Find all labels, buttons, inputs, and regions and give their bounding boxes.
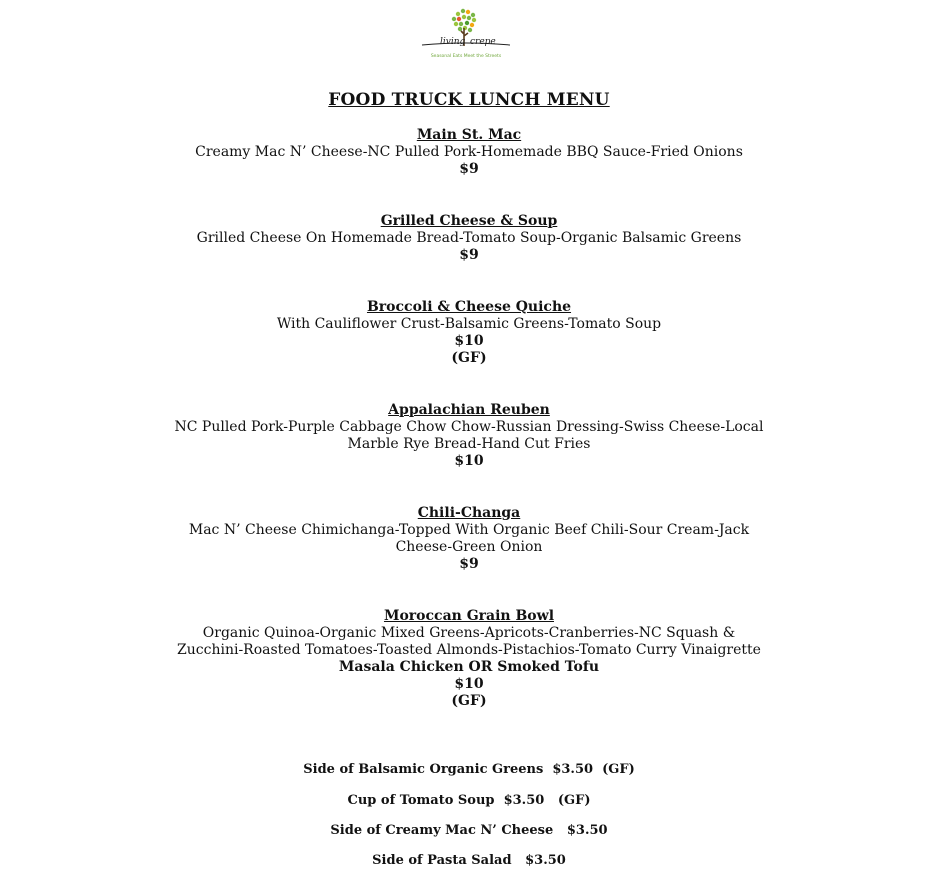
item-price: $10 (454, 333, 484, 349)
svg-text:crepe: crepe (470, 37, 496, 47)
svg-text:living: living (440, 37, 466, 47)
menu-title: FOOD TRUCK LUNCH MENU (328, 90, 610, 110)
item-description: Creamy Mac N’ Cheese-NC Pulled Pork-Homemade BBQ Sauce-Fried Onions (195, 144, 743, 160)
menu-item (0, 213, 938, 264)
item-option: Masala Chicken OR Smoked Tofu (338, 659, 600, 675)
side-item: Side of Creamy Mac N’ Cheese $3.50 (330, 823, 608, 838)
side-item: Side of Balsamic Organic Greens $3.50 (GF) (303, 762, 635, 777)
item-description: Organic Quinoa-Organic Mixed Greens-Apricots-Cranberries-NC Squash & (202, 625, 736, 641)
menu-item (0, 299, 938, 367)
logo-tagline: Seasonal Eats Meet the Streets (430, 54, 502, 59)
item-price: $10 (454, 453, 484, 469)
item-dietary-note: (GF) (451, 350, 487, 366)
item-description: NC Pulled Pork-Purple Cabbage Chow Chow-Russian Dressing-Swiss Cheese-Local (174, 419, 764, 435)
menu-item (0, 505, 938, 573)
item-name: Main St. Mac (416, 127, 522, 143)
item-price: $9 (459, 556, 479, 572)
side-item: Cup of Tomato Soup $3.50 (GF) (347, 793, 591, 808)
item-price: $10 (454, 676, 484, 692)
menu-item (0, 402, 938, 470)
item-description: Marble Rye Bread-Hand Cut Fries (347, 436, 591, 452)
side-item: Side of Pasta Salad $3.50 (372, 853, 566, 868)
item-name: Grilled Cheese & Soup (380, 213, 558, 229)
item-name: Appalachian Reuben (388, 402, 550, 418)
menu-item (0, 127, 938, 178)
item-description: With Cauliflower Crust-Balsamic Greens-Tomato Soup (276, 316, 662, 332)
item-dietary-note: (GF) (451, 693, 487, 709)
item-description: Mac N’ Cheese Chimichanga-Topped With Organic Beef Chili-Sour Cream-Jack (188, 522, 750, 538)
item-name: Chili-Changa (417, 505, 521, 521)
item-description: Zucchini-Roasted Tomatoes-Toasted Almonds-Pistachios-Tomato Curry Vinaigrette (177, 642, 761, 658)
item-description: Cheese-Green Onion (395, 539, 543, 555)
item-price: $9 (459, 161, 479, 177)
menu-item (0, 608, 938, 710)
item-description: Grilled Cheese On Homemade Bread-Tomato Soup-Organic Balsamic Greens (196, 230, 742, 246)
tree-logo-icon (418, 6, 514, 58)
item-name: Moroccan Grain Bowl (383, 608, 555, 624)
item-price: $9 (459, 247, 479, 263)
item-name: Broccoli & Cheese Quiche (366, 299, 572, 315)
